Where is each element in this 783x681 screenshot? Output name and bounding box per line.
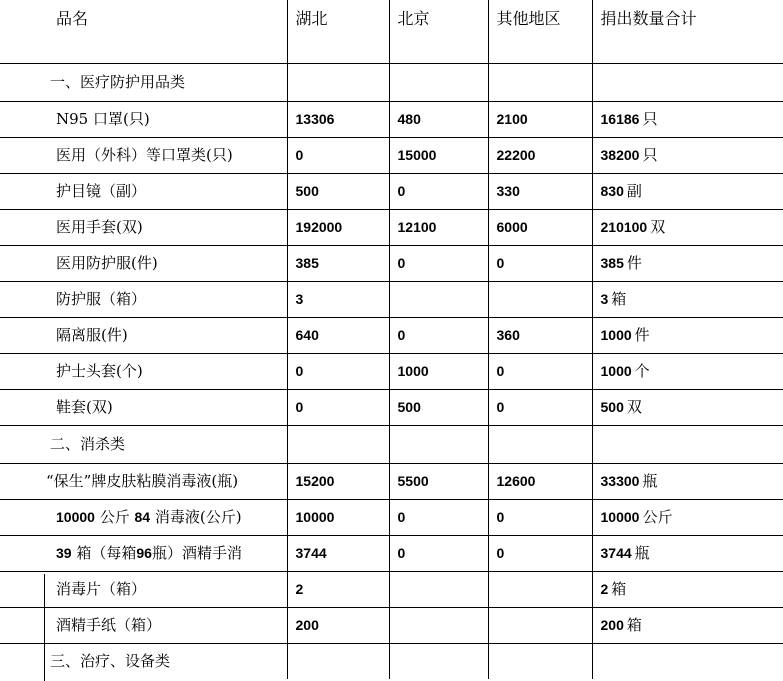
- beijing-value: 0: [389, 535, 488, 571]
- other-value: 6000: [488, 209, 592, 245]
- beijing-value: 480: [389, 101, 488, 137]
- total-value: 16186 只: [592, 101, 783, 137]
- other-value: 2100: [488, 101, 592, 137]
- section-row-medical: [0, 63, 783, 101]
- table-row: [0, 463, 783, 499]
- beijing-value: [389, 281, 488, 317]
- section-title: 二、消杀类: [0, 425, 287, 463]
- item-name: 鞋套(双): [0, 389, 287, 425]
- beijing-value: [389, 607, 488, 643]
- hubei-value: 0: [287, 389, 389, 425]
- total-value: 2 箱: [592, 571, 783, 607]
- beijing-value: 0: [389, 499, 488, 535]
- other-value: 330: [488, 173, 592, 209]
- item-name: 护目镜（副）: [0, 173, 287, 209]
- item-name: “保生”牌皮肤粘膜消毒液(瓶): [0, 463, 287, 499]
- header-beijing: 北京: [389, 0, 488, 63]
- hubei-value: 500: [287, 173, 389, 209]
- table-row: [0, 173, 783, 209]
- total-value: 200 箱: [592, 607, 783, 643]
- hubei-value: 3: [287, 281, 389, 317]
- item-name: 10000 公斤 84 消毒液(公斤): [0, 499, 287, 535]
- hubei-value: 385: [287, 245, 389, 281]
- other-value: [488, 571, 592, 607]
- table-row: [0, 281, 783, 317]
- table-row: [0, 209, 783, 245]
- table-row: [0, 499, 783, 535]
- section-title: 一、医疗防护用品类: [0, 63, 287, 101]
- other-value: [488, 281, 592, 317]
- table-row: [0, 353, 783, 389]
- other-value: 0: [488, 353, 592, 389]
- hubei-value: 200: [287, 607, 389, 643]
- hubei-value: 0: [287, 353, 389, 389]
- beijing-value: 500: [389, 389, 488, 425]
- header-hubei: 湖北: [287, 0, 389, 63]
- hubei-value: 0: [287, 137, 389, 173]
- hubei-value: 3744: [287, 535, 389, 571]
- other-value: 0: [488, 499, 592, 535]
- hubei-value: 10000: [287, 499, 389, 535]
- total-value: 385 件: [592, 245, 783, 281]
- table-row: [0, 571, 783, 607]
- other-value: 0: [488, 389, 592, 425]
- beijing-value: 0: [389, 173, 488, 209]
- total-value: 33300 瓶: [592, 463, 783, 499]
- total-value: 3744 瓶: [592, 535, 783, 571]
- beijing-value: 1000: [389, 353, 488, 389]
- beijing-value: 0: [389, 317, 488, 353]
- beijing-value: 5500: [389, 463, 488, 499]
- item-name: 酒精手纸（箱）: [0, 607, 287, 643]
- table-row: [0, 101, 783, 137]
- item-name: 消毒片（箱）: [0, 571, 287, 607]
- left-margin-line: [44, 574, 45, 681]
- item-name: N95 口罩(只): [0, 101, 287, 137]
- total-value: 1000 件: [592, 317, 783, 353]
- total-value: 500 双: [592, 389, 783, 425]
- hubei-value: 13306: [287, 101, 389, 137]
- other-value: 360: [488, 317, 592, 353]
- header-total: 捐出数量合计: [592, 0, 783, 63]
- section-row-treatment: [0, 643, 783, 679]
- hubei-value: 2: [287, 571, 389, 607]
- total-value: 10000 公斤: [592, 499, 783, 535]
- item-name: 医用手套(双): [0, 209, 287, 245]
- table-row: [0, 607, 783, 643]
- hubei-value: 15200: [287, 463, 389, 499]
- table-row: [0, 245, 783, 281]
- beijing-value: [389, 571, 488, 607]
- table-row: [0, 137, 783, 173]
- hubei-value: 192000: [287, 209, 389, 245]
- item-name: 39 箱（每箱96瓶）酒精手消: [0, 535, 287, 571]
- item-name: 医用防护服(件): [0, 245, 287, 281]
- other-value: [488, 607, 592, 643]
- total-value: 38200 只: [592, 137, 783, 173]
- beijing-value: 0: [389, 245, 488, 281]
- other-value: 0: [488, 245, 592, 281]
- table-row: [0, 535, 783, 571]
- other-value: 12600: [488, 463, 592, 499]
- hubei-value: 640: [287, 317, 389, 353]
- beijing-value: 15000: [389, 137, 488, 173]
- total-value: 3 箱: [592, 281, 783, 317]
- total-value: 210100 双: [592, 209, 783, 245]
- other-value: 22200: [488, 137, 592, 173]
- section-row-disinfection: [0, 425, 783, 463]
- item-name: 防护服（箱）: [0, 281, 287, 317]
- item-name: 护士头套(个): [0, 353, 287, 389]
- other-value: 0: [488, 535, 592, 571]
- table-row: [0, 389, 783, 425]
- item-name: 医用（外科）等口罩类(只): [0, 137, 287, 173]
- table-row: [0, 317, 783, 353]
- total-value: 830 副: [592, 173, 783, 209]
- section-title: 三、治疗、设备类: [0, 643, 287, 679]
- header-row: [0, 0, 783, 63]
- header-other: 其他地区: [488, 0, 592, 63]
- beijing-value: 12100: [389, 209, 488, 245]
- total-value: 1000 个: [592, 353, 783, 389]
- header-name: 品名: [0, 0, 287, 63]
- item-name: 隔离服(件): [0, 317, 287, 353]
